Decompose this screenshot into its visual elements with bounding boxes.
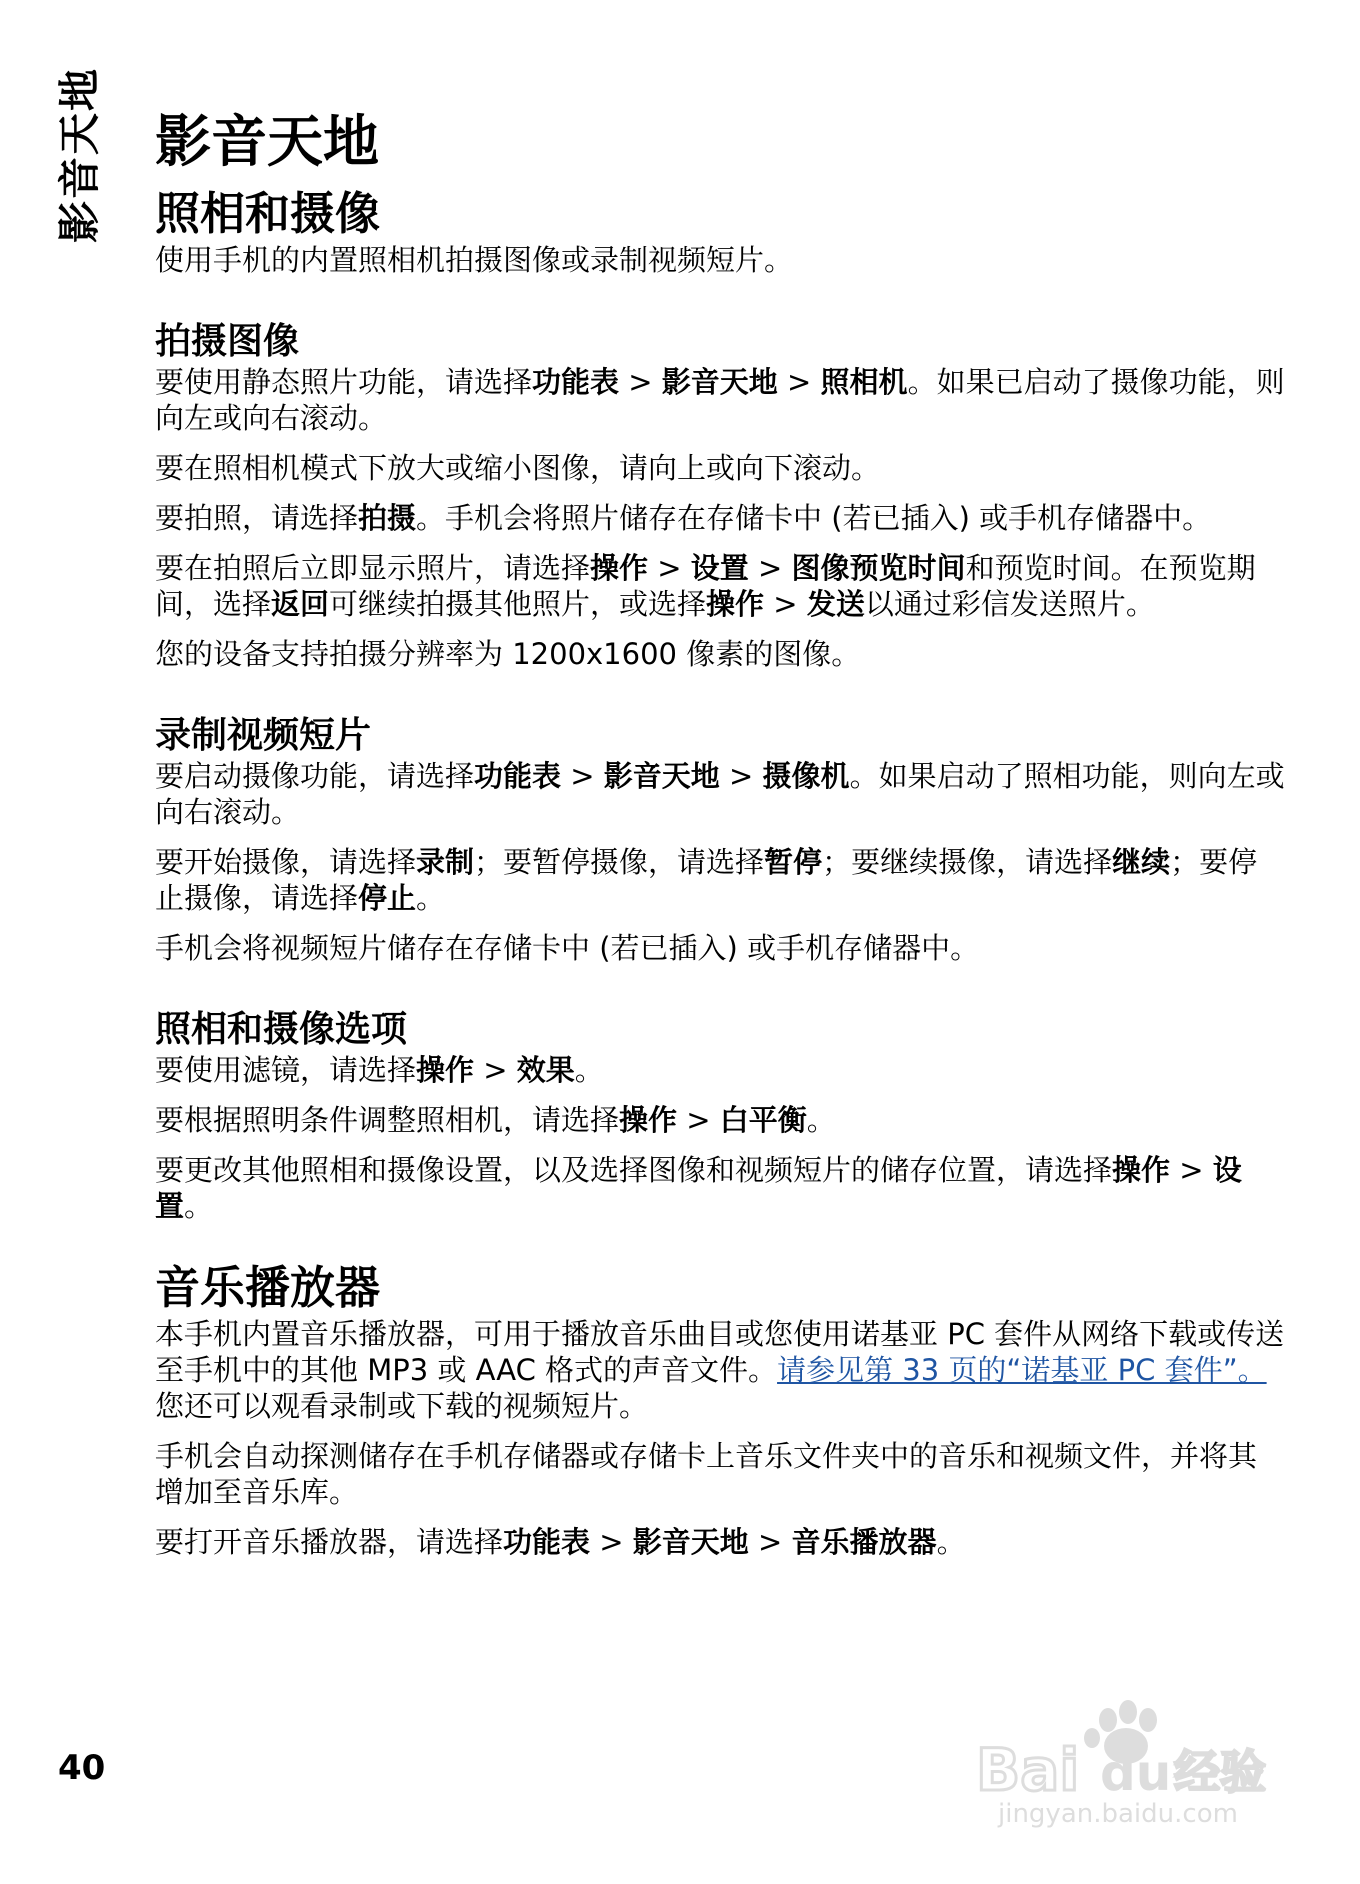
record-video-paragraph-3: 手机会将视频短片储存在存储卡中 (若已插入) 或手机存储器中。 — [155, 931, 980, 965]
options-paragraph-2: 要根据照明条件调整照相机，请选择操作 > 白平衡。 — [155, 1103, 836, 1137]
subsection-title-record-video: 录制视频短片 — [155, 715, 372, 756]
music-paragraph-1: 本手机内置音乐播放器，可用于播放音乐曲目或您使用诺基亚 PC 套件从网络下载或传送至手机中的其他 MP3 或 AAC 格式的声音文件。请参见第 33 页的“诺基亚 PC 套件”。 您还可以观看录制或下载的视频短片。 — [155, 1317, 1285, 1423]
options-paragraph-1: 要使用滤镜，请选择操作 > 效果。 — [155, 1053, 604, 1087]
page-title: 影音天地 — [155, 110, 379, 175]
svg-text:jingyan.baidu.com: jingyan.baidu.com — [998, 1799, 1238, 1829]
svg-text:Bai: Bai — [976, 1736, 1080, 1804]
record-video-paragraph-2: 要开始摄像，请选择录制；要暂停摄像，请选择暂停；要继续摄像，请选择继续；要停止摄像，请选择停止。 — [155, 845, 1258, 915]
take-pictures-paragraph-4: 要在拍照后立即显示照片，请选择操作 > 设置 > 图像预览时间和预览时间。在预览期间，选择返回可继续拍摄其他照片，或选择操作 > 发送以通过彩信发送照片。 — [155, 551, 1256, 621]
camera-intro: 使用手机的内置照相机拍摄图像或录制视频短片。 — [155, 243, 794, 277]
music-paragraph-2: 手机会自动探测储存在手机存储器或存储卡上音乐文件夹中的音乐和视频文件，并将其增加至音乐库。 — [155, 1439, 1258, 1509]
section-title-music: 音乐播放器 — [155, 1261, 381, 1314]
record-video-paragraph-1: 要启动摄像功能，请选择功能表 > 影音天地 > 摄像机。如果启动了照相功能，则向左或向右滚动。 — [155, 759, 1285, 829]
pc-suite-link[interactable]: 请参见第 33 页的“诺基亚 PC 套件”。 — [777, 1353, 1267, 1387]
baidu-paw-logo-icon — [968, 1690, 1308, 1830]
baidu-watermark — [968, 1690, 1308, 1830]
take-pictures-paragraph-2: 要在照相机模式下放大或缩小图像，请向上或向下滚动。 — [155, 451, 881, 485]
subsection-title-options: 照相和摄像选项 — [155, 1009, 408, 1050]
side-section-tab — [48, 50, 106, 260]
svg-text:du: du — [1100, 1744, 1172, 1802]
section-title-camera: 照相和摄像 — [155, 187, 381, 240]
music-paragraph-3: 要打开音乐播放器，请选择功能表 > 影音天地 > 音乐播放器。 — [155, 1525, 966, 1559]
subsection-title-take-pictures: 拍摄图像 — [155, 321, 300, 362]
page-number: 40 — [58, 1748, 106, 1788]
take-pictures-paragraph-1: 要使用静态照片功能，请选择功能表 > 影音天地 > 照相机。如果已启动了摄像功能，则向左或向右滚动。 — [155, 365, 1285, 435]
take-pictures-paragraph-5: 您的设备支持拍摄分辨率为 1200x1600 像素的图像。 — [155, 637, 861, 671]
options-paragraph-3: 要更改其他照相和摄像设置，以及选择图像和视频短片的储存位置，请选择操作 > 设置。 — [155, 1153, 1242, 1223]
side-section-label: 影音天地 — [55, 66, 105, 244]
take-pictures-paragraph-3: 要拍照，请选择拍摄。手机会将照片储存在存储卡中 (若已插入) 或手机存储器中。 — [155, 501, 1212, 535]
page-content — [155, 108, 1285, 1574]
svg-text:经验: 经验 — [1174, 1745, 1266, 1799]
